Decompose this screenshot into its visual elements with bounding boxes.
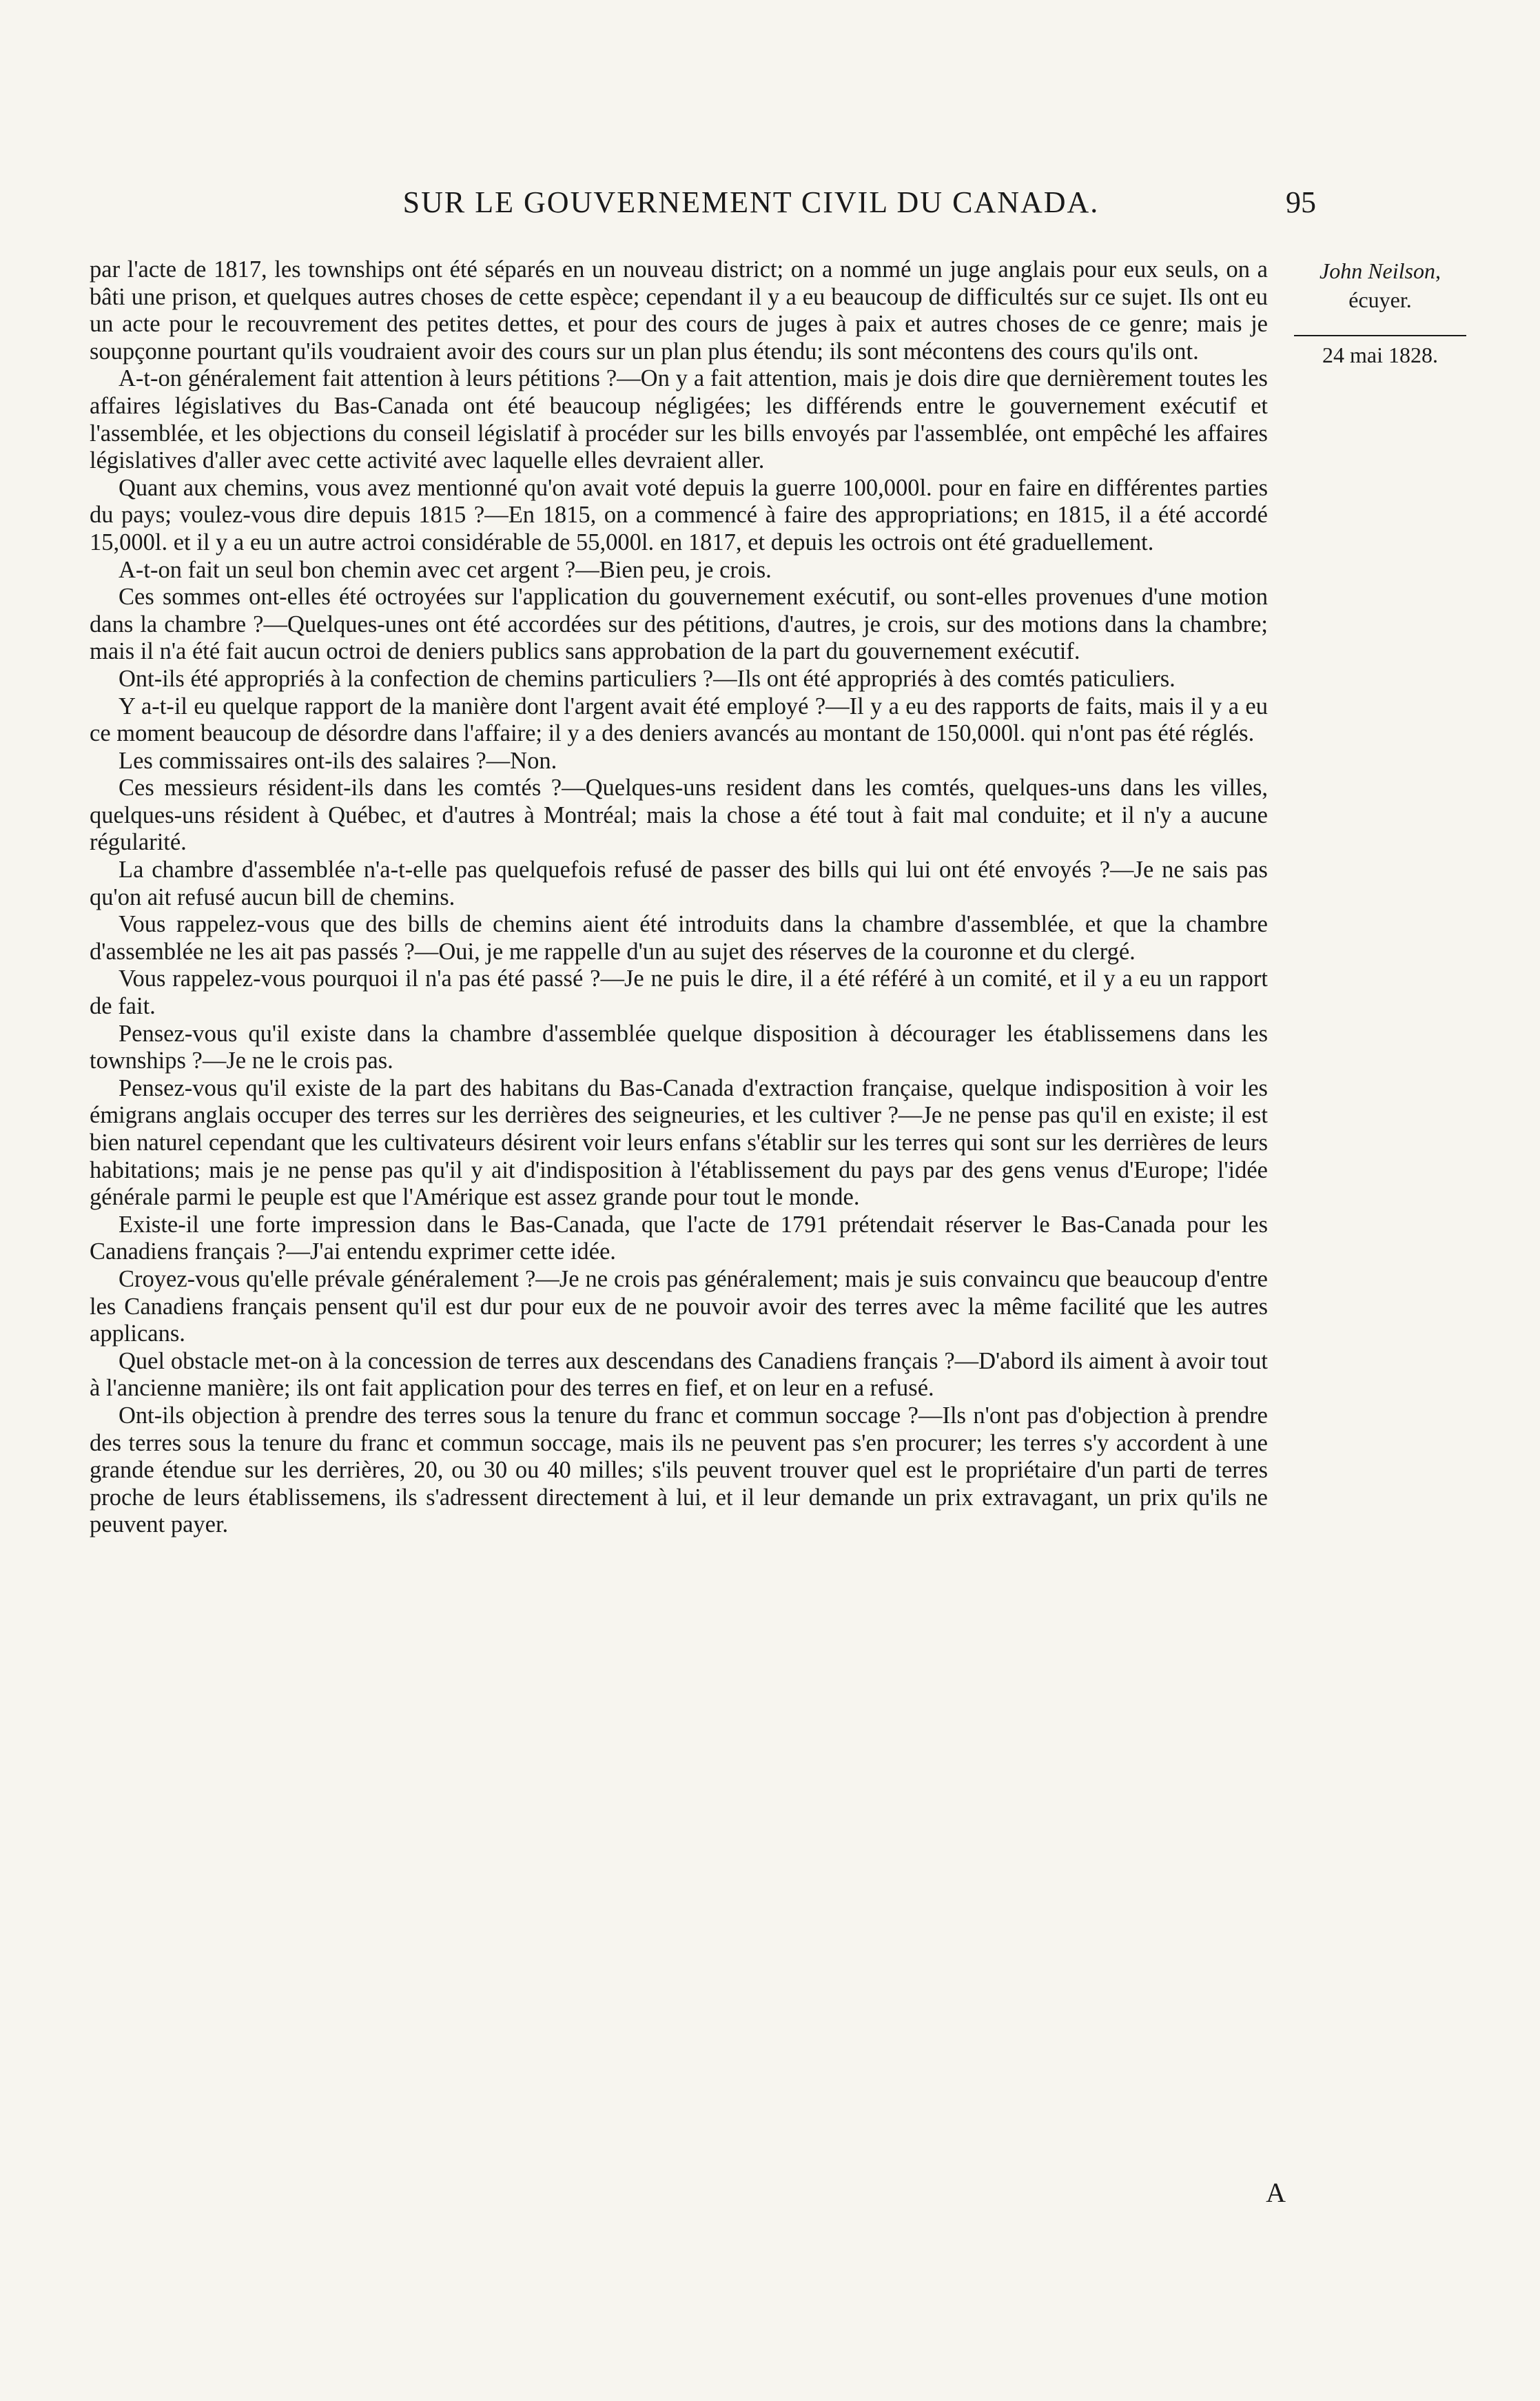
paragraph: Existe-il une forte impression dans le Bas-Canada, que l'acte de 1791 prétendait réserver le Bas-Canada pour les Canadiens français ?—J'ai entendu exprimer cette idée. (90, 1211, 1268, 1265)
paragraph: La chambre d'assemblée n'a-t-elle pas quelquefois refusé de passer des bills qui lui ont été envoyés ?—Je ne sais pas qu'on ait refusé aucun bill de chemins. (90, 857, 1268, 910)
paragraph: Vous rappelez-vous pourquoi il n'a pas été passé ?—Je ne puis le dire, il a été référé à un comité, et il y a eu un rapport de fait. (90, 965, 1268, 1020)
margin-brace (1294, 317, 1466, 336)
running-title: SUR LE GOUVERNEMENT CIVIL DU CANADA. (402, 185, 1100, 219)
paragraph: Ces sommes ont-elles été octroyées sur l'application du gouvernement exécutif, ou sont-elles provenues d'une motion dans la chambre ?—Quelques-unes ont été accordées sur des pétitions, d'autres, je crois, sur des motions dans la chambre; mais il n'a été fait aucun octroi de deniers publics sans approbation de la part du gouvernement exécutif. (90, 584, 1268, 665)
paragraph: Ont-ils été appropriés à la confection de chemins particuliers ?—Ils ont été appropriés à des comtés paticuliers. (119, 665, 1175, 692)
paragraph: Pensez-vous qu'il existe dans la chambre d'assemblée quelque disposition à décourager les établissemens dans les townships ?—Je ne le crois pas. (90, 1020, 1268, 1074)
paragraph: Ces messieurs résident-ils dans les comtés ?—Quelques-uns resident dans les comtés, quelques-uns dans les villes, quelques-uns résident à Québec, et d'autres à Montréal; mais la chose a été tout à fait mal conduite; et il n'y a aucune régularité. (90, 775, 1268, 856)
catchword: A (1266, 2177, 1286, 2208)
paragraph: A-t-on généralement fait attention à leurs pétitions ?—On y a fait attention, mais je dois dire que dernièrement toutes les affaires législatives du Bas-Canada ont été beaucoup négligées; les différends entre le gouvernement exécutif et l'assemblée, et les objections du conseil législatif à procéder sur les bills envoyés par l'assemblée, ont empêché les affaires législatives d'aller avec cette activité avec laquelle elles devraient aller. (90, 365, 1268, 474)
paragraph: Y a-t-il eu quelque rapport de la manière dont l'argent avait été employé ?—Il y a eu des rapports de faits, mais il y a eu ce moment beaucoup de désordre dans l'affaire; il y a des deniers avancés au montant de 150,000l. qui n'ont pas été réglés. (90, 693, 1268, 747)
paragraph: A-t-on fait un seul bon chemin avec cet argent ?—Bien peu, je crois. (119, 556, 772, 583)
testimony-date: 24 mai 1828. (1322, 343, 1438, 367)
paragraph: Pensez-vous qu'il existe de la part des habitans du Bas-Canada d'extraction française, quelque indisposition à voir les émigrans anglais occuper des terres sur les derrières des seigneuries, et les cultiver ?—Je ne pense pas qu'il en existe; il est bien naturel cependant que les cultivateurs désirent voir leurs enfans s'établir sur les terres qui sont sur les derrières de leurs habitations; mais je ne pense pas qu'il y ait d'indisposition à l'établissement du pays par des gens venus d'Europe; l'idée générale parmi le peuple est que l'Amérique est assez grande pour tout le monde. (90, 1074, 1268, 1211)
margin-note (1280, 256, 1480, 369)
paragraph: Ont-ils objection à prendre des terres sous la tenure du franc et commun soccage ?—Ils n'ont pas d'objection à prendre des terres sous la tenure du franc et commun soccage, mais ils ne peuvent pas s'en procurer; les terres s'y accordent à une grande étendue sur les derrières, 20, ou 30 ou 40 milles; s'ils peuvent trouver quel est le propriétaire d'un parti de terres proche de leurs établissemens, ils s'adressent directement à lui, et il leur demande un prix extravagant, un prix qu'ils ne peuvent payer. (90, 1402, 1268, 1538)
witness-name: John Neilson, (1320, 258, 1441, 283)
paragraph: Quel obstacle met-on à la concession de terres aux descendans des Canadiens français ?—D'abord ils aiment à avoir tout à l'ancienne manière; ils ont fait application pour des terres en fief, et on leur en a refusé. (90, 1347, 1268, 1402)
paragraph: Les commissaires ont-ils des salaires ?—Non. (119, 747, 557, 774)
paragraph: Vous rappelez-vous que des bills de chemins aient été introduits dans la chambre d'assemblée, et que la chambre d'assemblée ne les ait pas passés ?—Oui, je me rappelle d'un au sujet des réserves de la couronne et du clergé. (90, 911, 1268, 965)
paragraph: Quant aux chemins, vous avez mentionné qu'on avait voté depuis la guerre 100,000l. pour en faire en différentes parties du pays; voulez-vous dire depuis 1815 ?—En 1815, on a commencé à faire des appropriations; en 1815, il a été accordé 15,000l. et il y a eu un autre actroi considérable de 55,000l. en 1817, et depuis les octrois ont été graduellement. (90, 474, 1268, 555)
page-number: 95 (1286, 185, 1316, 219)
paragraph: Croyez-vous qu'elle prévale généralement ?—Je ne crois pas généralement; mais je suis convaincu que beaucoup d'entre les Canadiens français pensent qu'il est dur pour eux de ne pouvoir avoir des terres avec la même facilité que les autres applicans. (90, 1265, 1268, 1347)
witness-title: écuyer. (1348, 287, 1412, 312)
paragraph: par l'acte de 1817, les townships ont été séparés en un nouveau district; on a nommé un juge anglais pour eux seuls, on a bâti une prison, et quelques autres choses de cette espèce; cependant il y a eu beaucoup de difficultés sur ce sujet. Ils ont eu un acte pour le recouvrement des petites dettes, et pour des cours de juges à paix et autres choses de ce genre; mais je soupçonne pourtant qu'ils voudraient avoir des cours sur un plan plus étendu; ils sont mécontens des cours qu'ils ont. (90, 256, 1268, 365)
body-text (90, 256, 1268, 1539)
